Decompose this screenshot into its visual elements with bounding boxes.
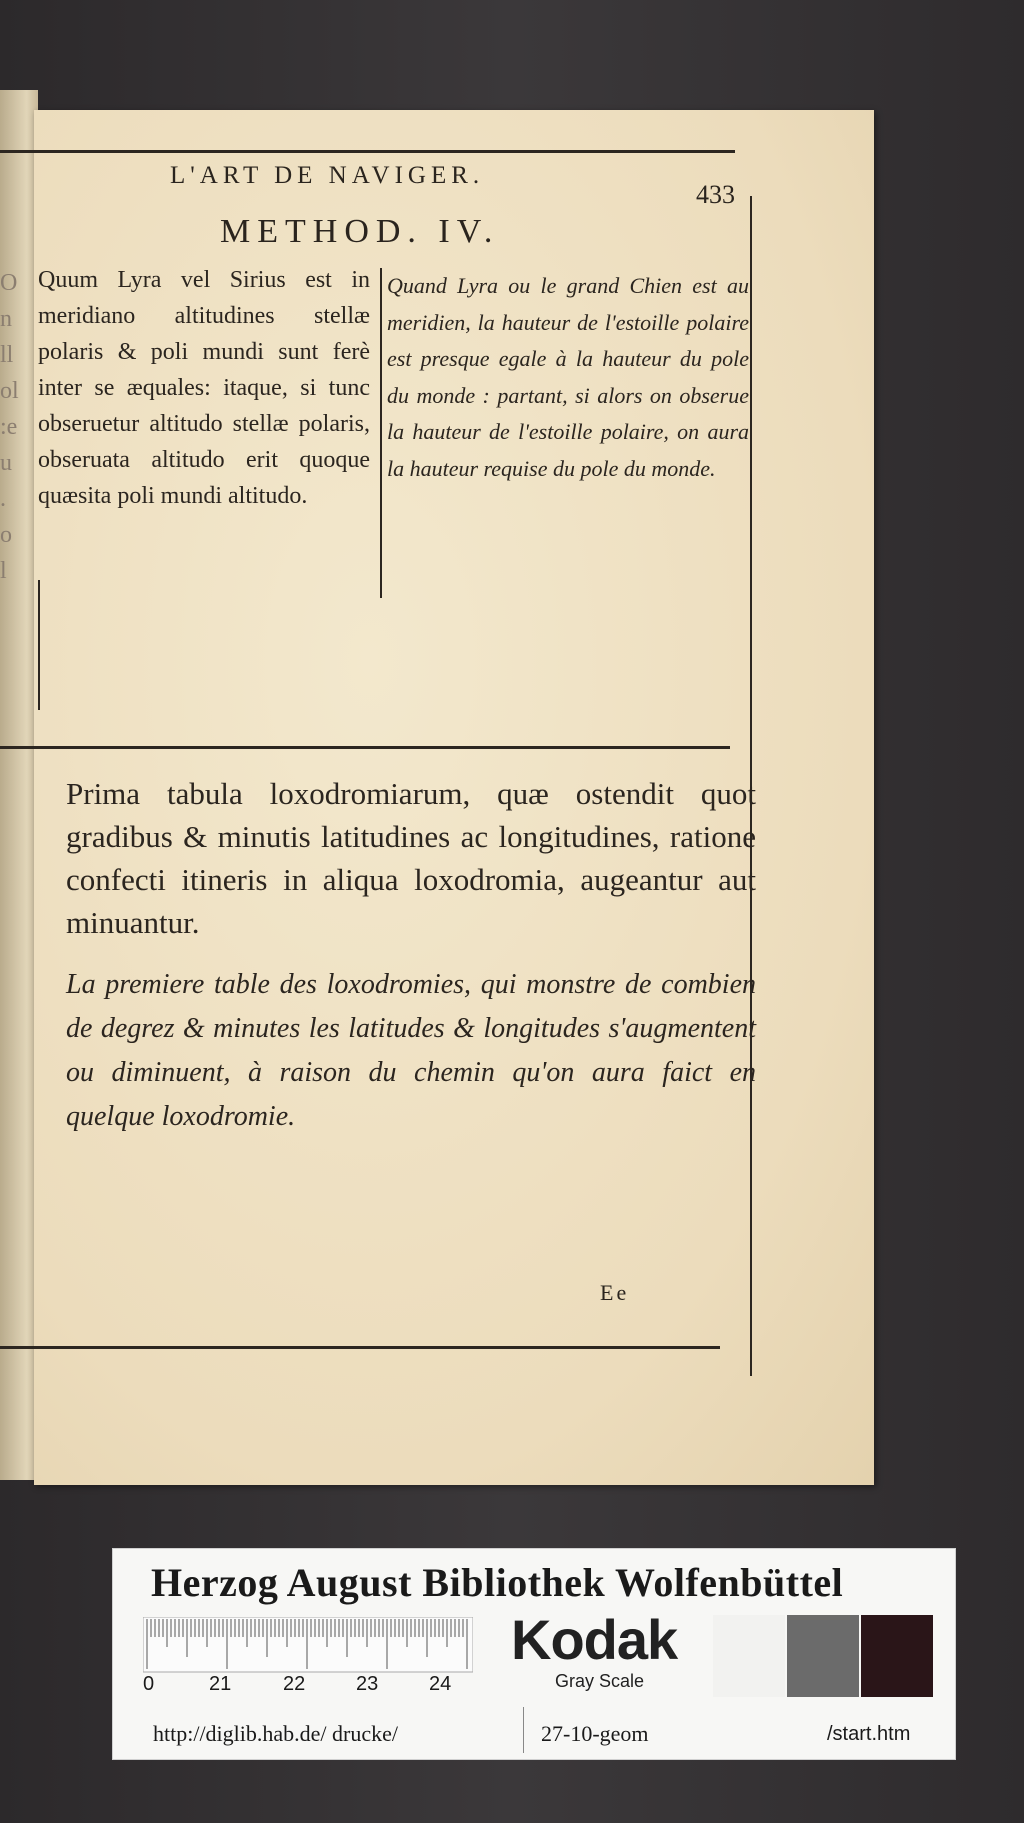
color-calibration-card <box>112 1548 956 1760</box>
running-header: L'ART DE NAVIGER. <box>170 162 485 189</box>
ruler-label-21: 21 <box>209 1673 232 1695</box>
latin-table-caption: Prima tabula loxodromiarum, quæ ostendit quot gradibus & minutis latitudines ac longitudines, ratione confecti itineris in aliqua loxodromia, augeantur aut minuantur. <box>66 776 756 940</box>
latin-column-text: Quum Lyra vel Sirius est in meridiano altitudines stellæ polaris & poli mundi sunt ferè inter se æquales: itaque, si tunc obseruetur altitudo stellæ polaris, obseruata altitudo erit quoque quæsita poli mundi altitudo. <box>38 267 370 509</box>
kodak-logo: Kodak <box>511 1608 678 1671</box>
column-divider <box>380 268 382 598</box>
measurement-ruler <box>143 1617 473 1697</box>
header-rule <box>0 150 735 153</box>
card-url-prefix: http://diglib.hab.de/ drucke/ <box>153 1721 399 1746</box>
swatch-gray <box>787 1615 859 1697</box>
ruler-label-0: 0 <box>143 1673 155 1695</box>
card-shelfmark: 27-10-geom <box>541 1721 649 1746</box>
ruler-label-24: 24 <box>429 1673 452 1695</box>
french-table-caption: La premiere table des loxodromies, qui monstre de combien de degrez & minutes les latitudes & longitudes s'augmentent ou diminuent, à raison du chemin qu'on aura faict en quelque loxodromie. <box>66 969 756 1132</box>
french-column-text: Quand Lyra ou le grand Chien est au meridien, la hauteur de l'estoille polaire est presque egale à la hauteur du pole du monde : partant, si alors on obserue la hauteur de l'estoille polaire, on aura la hauteur requise du pole du monde. <box>387 273 749 481</box>
signature-mark: Ee <box>600 1280 630 1305</box>
ruler-label-23: 23 <box>356 1673 379 1695</box>
card-separator <box>523 1707 524 1753</box>
page-number: 433 <box>696 180 735 209</box>
facing-page-fragments: O n ll ol :e u . o l <box>0 270 19 584</box>
card-url-suffix: /start.htm <box>827 1723 911 1745</box>
section-rule <box>0 746 730 749</box>
swatch-white <box>713 1615 785 1697</box>
ruler-label-22: 22 <box>283 1673 306 1695</box>
swatch-dark <box>861 1615 933 1697</box>
footer-rule <box>0 1346 720 1349</box>
institution-name: Herzog August Bibliothek Wolfenbüttel <box>151 1560 844 1605</box>
method-heading: METHOD. IV. <box>220 213 500 250</box>
left-margin-rule <box>38 580 40 710</box>
ruler-ticks <box>143 1617 473 1677</box>
gray-scale-label: Gray Scale <box>555 1671 645 1691</box>
